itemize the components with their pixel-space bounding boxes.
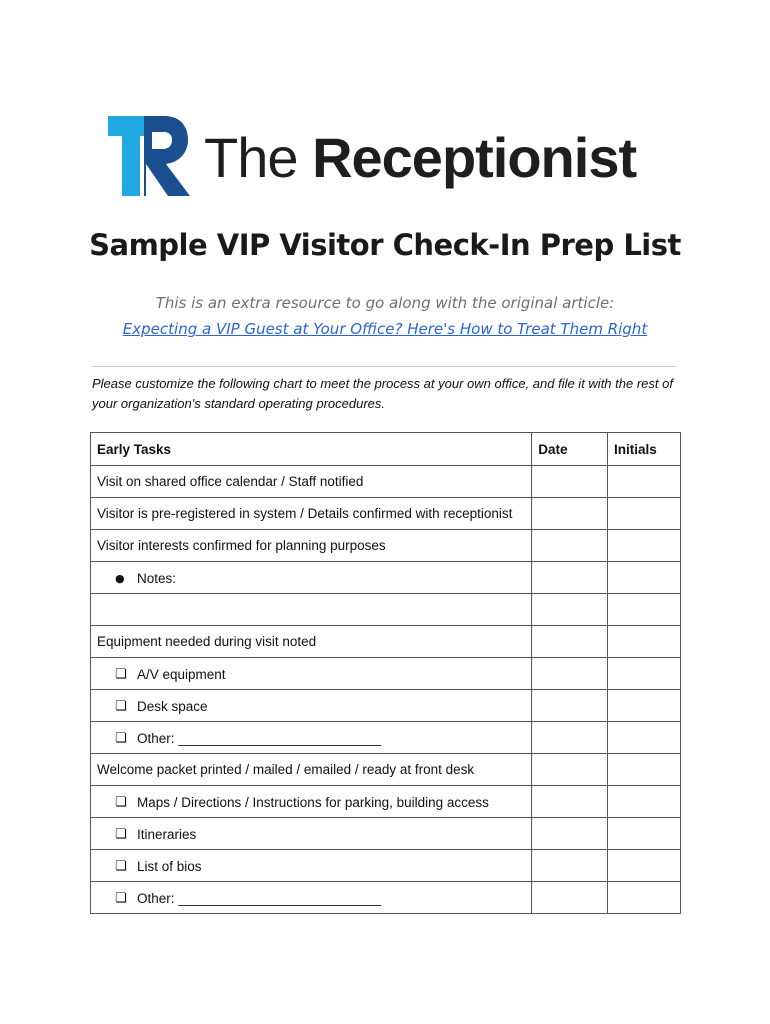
initials-cell[interactable] xyxy=(608,690,681,722)
task-cell xyxy=(91,594,532,626)
divider xyxy=(92,366,676,367)
initials-cell[interactable] xyxy=(608,850,681,882)
item-label: Other: ___________________________ xyxy=(137,890,381,906)
initials-cell[interactable] xyxy=(608,722,681,754)
table-row xyxy=(91,850,681,882)
task-cell xyxy=(91,658,532,690)
table-row xyxy=(91,882,681,914)
task-cell xyxy=(91,818,532,850)
date-cell[interactable] xyxy=(532,626,608,658)
date-cell[interactable] xyxy=(532,498,608,530)
checklist-item xyxy=(97,667,226,682)
item-label: Notes: xyxy=(137,570,177,586)
date-cell[interactable] xyxy=(532,882,608,914)
date-cell[interactable] xyxy=(532,594,608,626)
initials-cell[interactable] xyxy=(608,626,681,658)
task-cell xyxy=(91,882,532,914)
table-row xyxy=(91,786,681,818)
table-row xyxy=(91,818,681,850)
table-row xyxy=(91,498,681,530)
checklist-item xyxy=(97,699,208,714)
initials-cell[interactable] xyxy=(608,882,681,914)
table-row xyxy=(91,562,681,594)
subtitle: This is an extra resource to go along with the original article: xyxy=(155,294,615,312)
date-cell[interactable] xyxy=(532,754,608,786)
tr-monogram-icon xyxy=(108,112,194,198)
task-cell xyxy=(91,722,532,754)
initials-cell[interactable] xyxy=(608,754,681,786)
item-label: A/V equipment xyxy=(137,666,226,682)
checkbox-icon[interactable]: ❏ xyxy=(115,794,127,810)
header-date: Date xyxy=(532,433,608,466)
date-cell[interactable] xyxy=(532,530,608,562)
task-cell: Welcome packet printed / mailed / emailed / ready at front desk xyxy=(91,754,532,786)
table-row xyxy=(91,626,681,658)
checklist-item xyxy=(97,795,489,810)
date-cell[interactable] xyxy=(532,786,608,818)
date-cell[interactable] xyxy=(532,466,608,498)
brand-logo xyxy=(108,112,668,202)
checklist-item xyxy=(97,827,196,842)
table-row xyxy=(91,530,681,562)
item-label: Desk space xyxy=(137,698,208,714)
task-cell: Visitor interests confirmed for planning purposes xyxy=(91,530,532,562)
bullet-item xyxy=(97,571,176,586)
intro-paragraph: Please customize the following chart to meet the process at your own office, and file it with the rest of your organization's standard operating procedures. xyxy=(92,376,673,411)
task-cell xyxy=(91,562,532,594)
brand-word-receptionist: Receptionist xyxy=(312,126,637,189)
table-row xyxy=(91,754,681,786)
checkbox-icon[interactable]: ❏ xyxy=(115,858,127,874)
date-cell[interactable] xyxy=(532,722,608,754)
table-row xyxy=(91,690,681,722)
task-cell xyxy=(91,850,532,882)
date-cell[interactable] xyxy=(532,562,608,594)
task-cell: Equipment needed during visit noted xyxy=(91,626,532,658)
tasks-table xyxy=(90,432,681,914)
checkbox-icon[interactable]: ❏ xyxy=(115,698,127,714)
initials-cell[interactable] xyxy=(608,562,681,594)
page-title: Sample VIP Visitor Check-In Prep List xyxy=(89,228,681,262)
date-cell[interactable] xyxy=(532,850,608,882)
table-row xyxy=(91,722,681,754)
initials-cell[interactable] xyxy=(608,658,681,690)
table-row xyxy=(91,466,681,498)
item-label: Maps / Directions / Instructions for parking, building access xyxy=(137,794,489,810)
item-label: List of bios xyxy=(137,858,202,874)
date-cell[interactable] xyxy=(532,658,608,690)
date-cell[interactable] xyxy=(532,818,608,850)
checkbox-icon[interactable]: ❏ xyxy=(115,730,127,746)
initials-cell[interactable] xyxy=(608,498,681,530)
table-row xyxy=(91,658,681,690)
item-label: Itineraries xyxy=(137,826,197,842)
checkbox-icon[interactable]: ❏ xyxy=(115,826,127,842)
task-cell xyxy=(91,690,532,722)
bullet-icon: ● xyxy=(115,571,125,585)
task-cell xyxy=(91,786,532,818)
header-early-tasks: Early Tasks xyxy=(91,433,532,466)
initials-cell[interactable] xyxy=(608,786,681,818)
header-initials: Initials xyxy=(608,433,681,466)
initials-cell[interactable] xyxy=(608,594,681,626)
checkbox-icon[interactable]: ❏ xyxy=(115,666,127,682)
initials-cell[interactable] xyxy=(608,466,681,498)
checkbox-icon[interactable]: ❏ xyxy=(115,890,127,906)
article-link[interactable]: Expecting a VIP Guest at Your Office? Here's How to Treat Them Right xyxy=(122,320,648,338)
checklist-item xyxy=(97,859,202,874)
task-cell: Visitor is pre-registered in system / Details confirmed with receptionist xyxy=(91,498,532,530)
brand-wordmark xyxy=(204,126,636,190)
item-label: Other: ___________________________ xyxy=(137,730,381,746)
table-row xyxy=(91,594,681,626)
checklist-item xyxy=(97,731,381,746)
tasks-table-body xyxy=(91,466,681,914)
task-cell: Visit on shared office calendar / Staff notified xyxy=(91,466,532,498)
table-header-row xyxy=(91,433,681,466)
initials-cell[interactable] xyxy=(608,818,681,850)
checklist-item xyxy=(97,891,381,906)
brand-word-the: The xyxy=(204,126,298,189)
initials-cell[interactable] xyxy=(608,530,681,562)
date-cell[interactable] xyxy=(532,690,608,722)
